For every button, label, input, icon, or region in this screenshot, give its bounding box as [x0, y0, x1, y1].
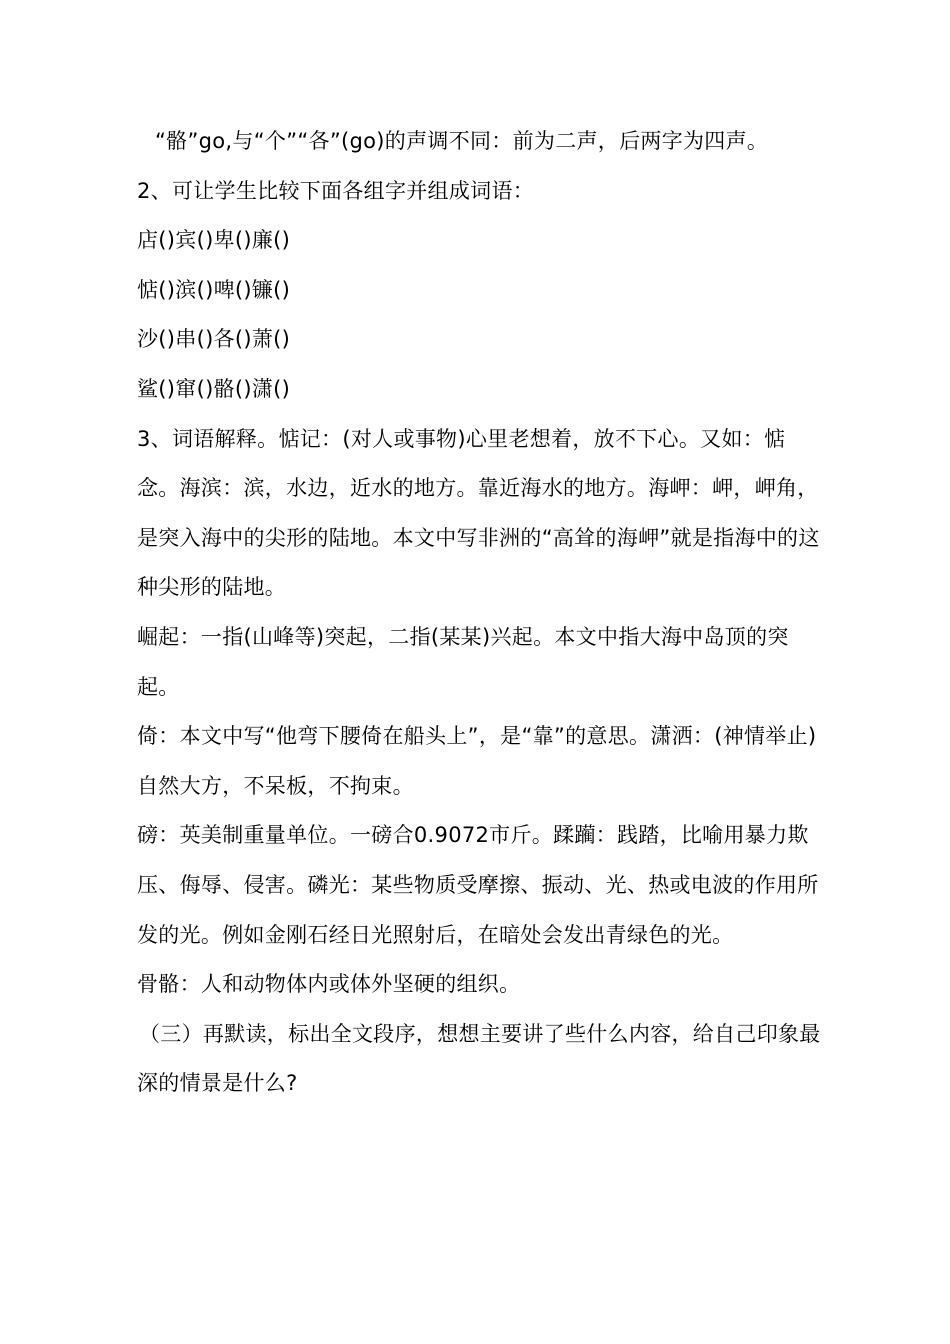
paragraph-pronunciation-note: “骼”go,与“个”“各”(go)的声调不同：前为二声，后两字为四声。: [155, 129, 769, 153]
paragraph-word-group-4: 鲨()窜()骼()潇(): [137, 376, 291, 401]
paragraph-guge-definition: 骨骼：人和动物体内或体外坚硬的组织。: [137, 972, 521, 997]
paragraph-vocabulary-explanation: 3、词语解释。惦记：(对人或事物)心里老想着，放不下心。又如：惦念。海滨：滨，水边，近水的地方。靠近海水的地方。海岬：岬，岬角，是突入海中的尖形的陆地。本文中写非洲的“高耸的海岬”就是指海中的这种尖形的陆地。: [137, 426, 820, 600]
document-body: [137, 117, 827, 1109]
paragraph-yi-definition: 倚：本文中写“他弯下腰倚在船头上”，是“靠”的意思。潇洒：(神情举止)自然大方，不呆板，不拘束。: [137, 724, 817, 798]
paragraph-word-group-1: 店()宾()卑()廉(): [137, 228, 291, 253]
paragraph-jueqi-definition: 崛起：一指(山峰等)突起，二指(某某)兴起。本文中指大海中岛顶的突起。: [137, 624, 789, 699]
paragraph-word-group-3: 沙()串()各()萧(): [137, 327, 291, 352]
paragraph-exercise-2: 2、可让学生比较下面各组字并组成词语：: [137, 178, 535, 203]
paragraph-bang-definition: 磅：英美制重量单位。一磅合0.9072市斤。蹂躏：践踏，比喻用暴力欺压、侮辱、侵害。磷光：某些物质受摩擦、振动、光、热或电波的作用所发的光。例如金刚石经日光照射后，在暗处会发出青绿色的光。: [137, 823, 819, 947]
paragraph-section-3-task: （三）再默读，标出全文段序，想想主要讲了些什么内容，给自己印象最深的情景是什么?: [137, 1021, 821, 1096]
paragraph-word-group-2: 惦()滨()啤()镰(): [137, 277, 291, 302]
